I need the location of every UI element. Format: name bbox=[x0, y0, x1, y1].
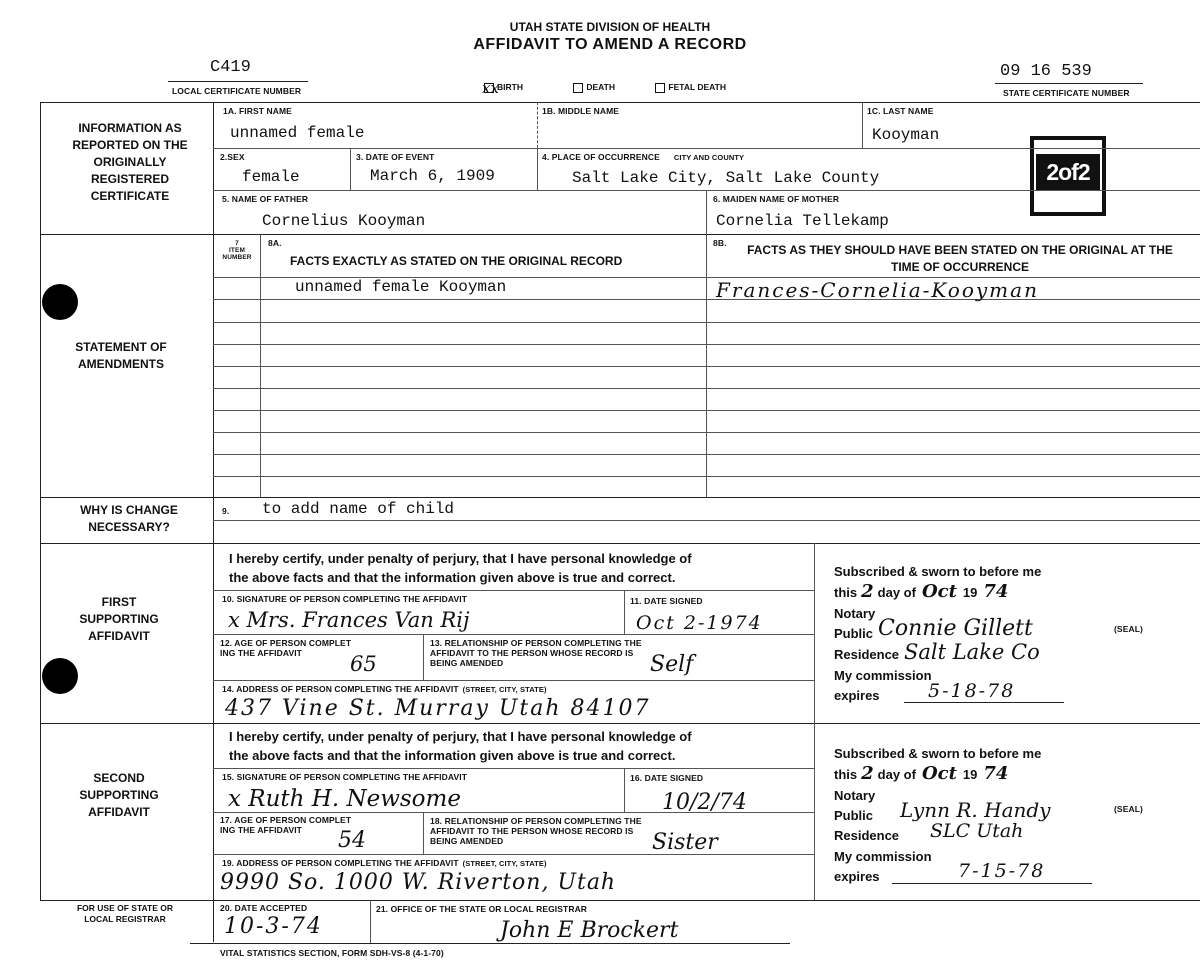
second-sworn-line: Subscribed & sworn to before me bbox=[834, 746, 1042, 761]
first-certify-line-2: the above facts and that the information given above is true and correct. bbox=[229, 570, 676, 585]
place-label bbox=[542, 152, 744, 163]
second-certify-line-2: the above facts and that the information given above is true and correct. bbox=[229, 748, 676, 763]
first-sworn-line: Subscribed & sworn to before me bbox=[834, 564, 1042, 579]
first-date-label: 11. DATE SIGNED bbox=[630, 596, 703, 606]
second-date-value: 10/2/74 bbox=[662, 790, 747, 815]
first-addr-label-text: 14. ADDRESS OF PERSON COMPLETING THE AFFIDAVIT bbox=[222, 684, 459, 694]
state-certificate-label: STATE CERTIFICATE NUMBER bbox=[1003, 88, 1130, 98]
first-rel-value: Self bbox=[650, 652, 694, 677]
father-value: Cornelius Kooyman bbox=[262, 212, 426, 230]
first-rel-label-1: 13. RELATIONSHIP OF PERSON COMPLETING THE bbox=[430, 638, 642, 648]
death-checkbox[interactable] bbox=[573, 82, 615, 92]
item-number-num: 7 bbox=[235, 240, 239, 247]
page-stamp-text: 2of2 bbox=[1036, 154, 1100, 190]
form-title: AFFIDAVIT TO AMEND A RECORD bbox=[473, 36, 747, 53]
original-fact-value: unnamed female Kooyman bbox=[295, 278, 507, 296]
original-info-title: INFORMATION AS REPORTED ON THE ORIGINALLY REGISTERED CERTIFICATE bbox=[72, 121, 188, 203]
second-addr-label-sub: (STREET, CITY, STATE) bbox=[462, 859, 547, 868]
first-residence-hand: Salt Lake Co bbox=[904, 640, 1040, 664]
first-name-label: 1A. FIRST NAME bbox=[223, 106, 292, 116]
second-year-prefix: 19 bbox=[962, 767, 978, 782]
first-age-label-1: 12. AGE OF PERSON COMPLET bbox=[220, 638, 352, 648]
amendment-row-line bbox=[213, 410, 1200, 411]
first-expires-hand: 5-18-78 bbox=[928, 680, 1016, 702]
amendment-row-line bbox=[213, 388, 1200, 389]
local-certificate-number: C419 bbox=[210, 58, 251, 77]
amendment-row-line bbox=[213, 344, 1200, 345]
first-rel-label-2: AFFIDAVIT TO THE PERSON WHOSE RECORD IS bbox=[430, 648, 634, 658]
birth-checkbox[interactable] bbox=[482, 79, 523, 97]
date-accepted-label: 20. DATE ACCEPTED bbox=[220, 903, 308, 913]
amendment-row-line bbox=[213, 476, 1200, 477]
second-expires-word: expires bbox=[834, 869, 880, 884]
second-commission-word: My commission bbox=[834, 849, 932, 864]
event-date-label: 3. DATE OF EVENT bbox=[356, 152, 435, 162]
second-rel-label-2: AFFIDAVIT TO THE PERSON WHOSE RECORD IS bbox=[430, 826, 634, 836]
second-seal: (SEAL) bbox=[1114, 804, 1143, 814]
second-age-label bbox=[220, 815, 351, 835]
second-residence-word: Residence bbox=[834, 828, 900, 843]
corrected-fact-value: Frances-Cornelia-Kooyman bbox=[716, 278, 1039, 302]
state-certificate-number: 09 16 539 bbox=[1000, 62, 1092, 81]
place-value: Salt Lake City, Salt Lake County bbox=[572, 169, 880, 187]
second-rel-label bbox=[430, 816, 642, 846]
col-8a-num: 8A. bbox=[268, 238, 282, 248]
first-addr-label bbox=[222, 684, 547, 695]
mother-label: 6. MAIDEN NAME OF MOTHER bbox=[713, 194, 840, 204]
second-age-value: 54 bbox=[338, 828, 366, 853]
amendment-row-line bbox=[213, 322, 1200, 323]
place-label-sub: CITY AND COUNTY bbox=[673, 153, 745, 162]
birth-check-mark: xx bbox=[482, 79, 499, 97]
second-sig-label: 15. SIGNATURE OF PERSON COMPLETING THE AFFIDAVIT bbox=[222, 772, 468, 782]
first-expires-word: expires bbox=[834, 688, 880, 703]
item-number-label bbox=[219, 240, 255, 261]
middle-name-label: 1B. MIDDLE NAME bbox=[542, 106, 620, 116]
punch-hole-top bbox=[42, 284, 78, 320]
first-seal: (SEAL) bbox=[1114, 624, 1143, 634]
second-year-hand: 74 bbox=[983, 763, 1009, 784]
second-rel-label-1: 18. RELATIONSHIP OF PERSON COMPLETING THE bbox=[430, 816, 642, 826]
agency-name: UTAH STATE DIVISION OF HEALTH bbox=[509, 20, 711, 34]
second-sworn-day-line bbox=[834, 764, 1008, 784]
first-notary-word: Notary bbox=[834, 606, 876, 621]
second-residence-hand: SLC Utah bbox=[930, 820, 1024, 842]
first-public-word: Public bbox=[834, 626, 874, 641]
amendment-row-line bbox=[213, 454, 1200, 455]
second-certify-line-1: I hereby certify, under penalty of perjury, that I have personal knowledge of bbox=[229, 729, 692, 744]
amendment-row-line bbox=[213, 366, 1200, 367]
second-age-label-1: 17. AGE OF PERSON COMPLET bbox=[220, 815, 352, 825]
amendments-title: STATEMENT OF AMENDMENTS bbox=[75, 340, 167, 371]
punch-hole-bottom bbox=[42, 658, 78, 694]
reason-value: to add name of child bbox=[262, 500, 455, 518]
second-notary-signature: Lynn R. Handy bbox=[900, 798, 1051, 822]
first-sig-label: 10. SIGNATURE OF PERSON COMPLETING THE AFFIDAVIT bbox=[222, 594, 468, 604]
item-number-text: ITEM NUMBER bbox=[222, 247, 252, 261]
registrar-signature: John E Brockert bbox=[500, 918, 679, 943]
reason-num: 9. bbox=[222, 506, 230, 516]
fetal-death-checkbox[interactable] bbox=[655, 82, 726, 92]
first-rel-label-3: BEING AMENDED bbox=[430, 658, 504, 668]
col-8b-num: 8B. bbox=[713, 238, 727, 248]
first-affidavit-title: FIRST SUPPORTING AFFIDAVIT bbox=[79, 595, 159, 643]
sex-label: 2.SEX bbox=[220, 152, 245, 162]
second-rel-value: Sister bbox=[652, 830, 718, 855]
mother-value: Cornelia Tellekamp bbox=[716, 212, 889, 230]
first-certify-line-1: I hereby certify, under penalty of perjury, that I have personal knowledge of bbox=[229, 551, 692, 566]
second-date-label: 16. DATE SIGNED bbox=[630, 773, 704, 783]
second-this: this bbox=[834, 767, 858, 782]
second-addr-label bbox=[222, 858, 547, 869]
registrar-title: FOR USE OF STATE OR LOCAL REGISTRAR bbox=[76, 903, 174, 924]
first-day-hand: 2 bbox=[861, 581, 874, 602]
first-name-value: unnamed female bbox=[230, 124, 365, 142]
second-day-hand: 2 bbox=[861, 763, 874, 784]
fetal-death-label: FETAL DEATH bbox=[668, 82, 726, 92]
first-age-value: 65 bbox=[350, 652, 377, 676]
sex-value: female bbox=[242, 168, 300, 186]
second-day-of: day of bbox=[877, 767, 916, 782]
first-signature: x Mrs. Frances Van Rij bbox=[228, 608, 470, 632]
second-month-hand: Oct bbox=[921, 763, 957, 784]
death-label: DEATH bbox=[586, 82, 616, 92]
event-date-value: March 6, 1909 bbox=[370, 167, 495, 185]
first-age-label bbox=[220, 638, 351, 658]
last-name-label: 1C. LAST NAME bbox=[867, 106, 934, 116]
second-affidavit-title: SECOND SUPPORTING AFFIDAVIT bbox=[79, 771, 159, 819]
first-addr-label-sub: (STREET, CITY, STATE) bbox=[462, 685, 547, 694]
place-label-text: 4. PLACE OF OCCURRENCE bbox=[542, 152, 660, 162]
col-8a-header: FACTS EXACTLY AS STATED ON THE ORIGINAL RECORD bbox=[290, 254, 623, 268]
first-commission-word: My commission bbox=[834, 668, 932, 683]
second-rel-label-3: BEING AMENDED bbox=[430, 836, 504, 846]
event-type-checkboxes bbox=[482, 79, 726, 97]
second-addr-label-text: 19. ADDRESS OF PERSON COMPLETING THE AFFIDAVIT bbox=[222, 858, 459, 868]
first-this: this bbox=[834, 585, 858, 600]
registrar-office-label: 21. OFFICE OF THE STATE OR LOCAL REGISTRAR bbox=[376, 904, 588, 914]
first-month-hand: Oct bbox=[921, 581, 957, 602]
father-label: 5. NAME OF FATHER bbox=[222, 194, 309, 204]
birth-label: BIRTH bbox=[497, 82, 523, 92]
second-public-word: Public bbox=[834, 808, 874, 823]
first-year-hand: 74 bbox=[983, 581, 1009, 602]
second-addr-value: 9990 So. 1000 W. Riverton, Utah bbox=[220, 870, 617, 895]
first-sworn-day-line bbox=[834, 582, 1008, 602]
second-expires-hand: 7-15-78 bbox=[958, 860, 1046, 882]
first-addr-value: 437 Vine St. Murray Utah 84107 bbox=[225, 696, 651, 721]
col-8b-header: FACTS AS THEY SHOULD HAVE BEEN STATED ON THE ORIGINAL AT THE TIME OF OCCURRENCE bbox=[747, 243, 1173, 274]
first-residence-word: Residence bbox=[834, 647, 900, 662]
first-age-label-2: ING THE AFFIDAVIT bbox=[220, 648, 302, 658]
amendment-row-line bbox=[213, 299, 1200, 300]
first-notary-signature: Connie Gillett bbox=[878, 616, 1033, 641]
form-id: VITAL STATISTICS SECTION, FORM SDH-VS-8 (4-1-70) bbox=[220, 948, 444, 958]
second-signature: x Ruth H. Newsome bbox=[228, 786, 461, 812]
first-year-prefix: 19 bbox=[962, 585, 978, 600]
last-name-value: Kooyman bbox=[872, 126, 940, 144]
amendment-row-line bbox=[213, 432, 1200, 433]
second-notary-word: Notary bbox=[834, 788, 876, 803]
second-age-label-2: ING THE AFFIDAVIT bbox=[220, 825, 302, 835]
first-day-of: day of bbox=[877, 585, 916, 600]
date-accepted-value: 10-3-74 bbox=[224, 914, 323, 939]
first-date-value: Oct 2-1974 bbox=[636, 612, 763, 634]
local-certificate-label: LOCAL CERTIFICATE NUMBER bbox=[172, 86, 302, 96]
first-rel-label bbox=[430, 638, 642, 668]
reason-title: WHY IS CHANGE NECESSARY? bbox=[80, 503, 178, 534]
